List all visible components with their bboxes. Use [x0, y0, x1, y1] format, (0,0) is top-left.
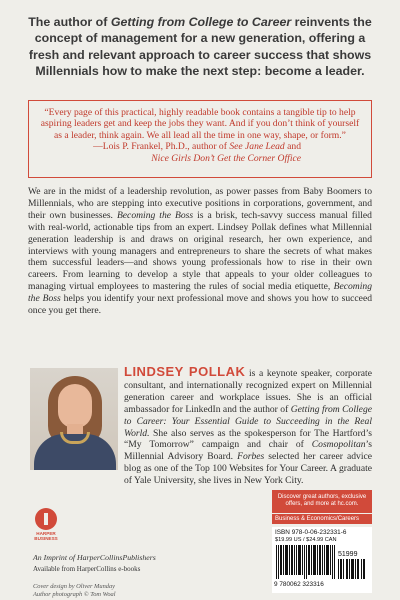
author-photo	[30, 368, 118, 470]
cover-design-credit: Cover design by Oliver Munday	[33, 583, 115, 590]
back-cover-headline	[18, 14, 382, 80]
supplement-code: 51999	[338, 551, 358, 558]
description-part-2: is a brisk, tech-savvy success manual filled with real-world, actionable tips from an expert. Lindsey Pollak defines what Millennial generation leadership is and draws on original research, her own experience, and interviews with young managers and entrepreneurs to share the secrets of what makes them successful leaders—and shows young professionals how to rise in their own careers. From learning to develop a style that appeals to your older colleagues to managing virtual employees to mastering the rules of social media etiquette,	[28, 209, 372, 293]
barcode-icon	[276, 545, 336, 579]
attribution-book-2: Nice Girls Don’t Get the Corner Office	[151, 152, 301, 164]
attribution-book-1: See Jane Lead	[229, 141, 285, 153]
book-description	[28, 186, 372, 317]
attribution-text: —Lois P. Frankel, Ph.D., author of	[93, 141, 230, 153]
author-name: LINDSEY POLLAK	[124, 364, 246, 379]
description-title-1: Becoming the Boss	[116, 209, 194, 221]
endorsement-quote-box	[28, 100, 372, 178]
headline-text-b: reinvents the concept of management for a new generation, offering a fresh and relevant approach to career success that shows Millennials how to make the next step: become a leader.	[28, 15, 372, 79]
endorsement-attribution-line2	[37, 153, 363, 164]
barcode-number: 9 780062 323316	[274, 581, 324, 588]
endorsement-quote-text: “Every page of this practical, highly readable book contains a tangible tip to help aspiring leaders get and keep the jobs they want. And if you don’t think of yourself as a leader, think again. We all lead all the time in one way, shape, or form.”	[40, 107, 360, 141]
promo-banner: Discover great authors, exclusive offers, and more at hc.com.	[272, 490, 372, 513]
barcode-box	[272, 527, 372, 593]
description-part-3: helps you identify your next professional move and shows you how to succeed once you get there.	[28, 293, 372, 317]
bio-text-3: ’s Millennial Advisory Board.	[124, 439, 372, 463]
bio-text-4: selected her career advice blog as one of the Top 100 Websites for Your Career. A graduate of Yale University, she lives in New York City.	[124, 451, 373, 487]
bio-text-2: She also serves as the spokesperson for The Hartford’s “My Tomorrow” campaign and chair of	[124, 427, 372, 451]
description-part-1: We are in the midst of a leadership revolution, as power passes from Baby Boomers to Millennials, who are stepping into executive positions in corporations, government, and their own businesses.	[28, 186, 372, 221]
category-label: Business & Economics/Careers	[272, 514, 372, 524]
cover-credits	[33, 583, 116, 599]
attribution-and: and	[284, 141, 301, 153]
imprint-line: An Imprint of HarperCollinsPublishers	[33, 553, 156, 562]
bio-magazine-title: Cosmopolitan	[311, 439, 366, 451]
endorsement-attribution	[37, 141, 363, 152]
author-photo-credit: Author photograph © Tom Woal	[33, 591, 116, 598]
logo-label: HARPER BUSINESS	[34, 531, 58, 541]
headline-text-a: The author of	[28, 15, 111, 29]
harper-business-logo	[33, 508, 59, 542]
author-bio	[124, 366, 372, 487]
ebook-availability: Available from HarperCollins e-books	[33, 565, 141, 573]
headline-book-title: Getting from College to Career	[110, 15, 292, 29]
supplement-barcode-icon	[338, 559, 366, 579]
isbn-text: ISBN 978-0-06-232331-6	[275, 529, 347, 536]
price-text: $19.99 US / $24.99 CAN	[275, 537, 337, 543]
bio-book-title: Getting from College to Career: Your Essential Guide to Succeeding in the Real World.	[124, 403, 372, 439]
description-title-2: Becoming the Boss	[28, 281, 372, 305]
torch-icon	[35, 508, 57, 530]
bio-text-1: is a keynote speaker, corporate consultant, and internationally recognized expert on Millennial generation career and workplace issues. She is an official ambassador for LinkedIn and the author of	[124, 368, 372, 415]
bio-forbes: Forbes	[237, 451, 265, 463]
